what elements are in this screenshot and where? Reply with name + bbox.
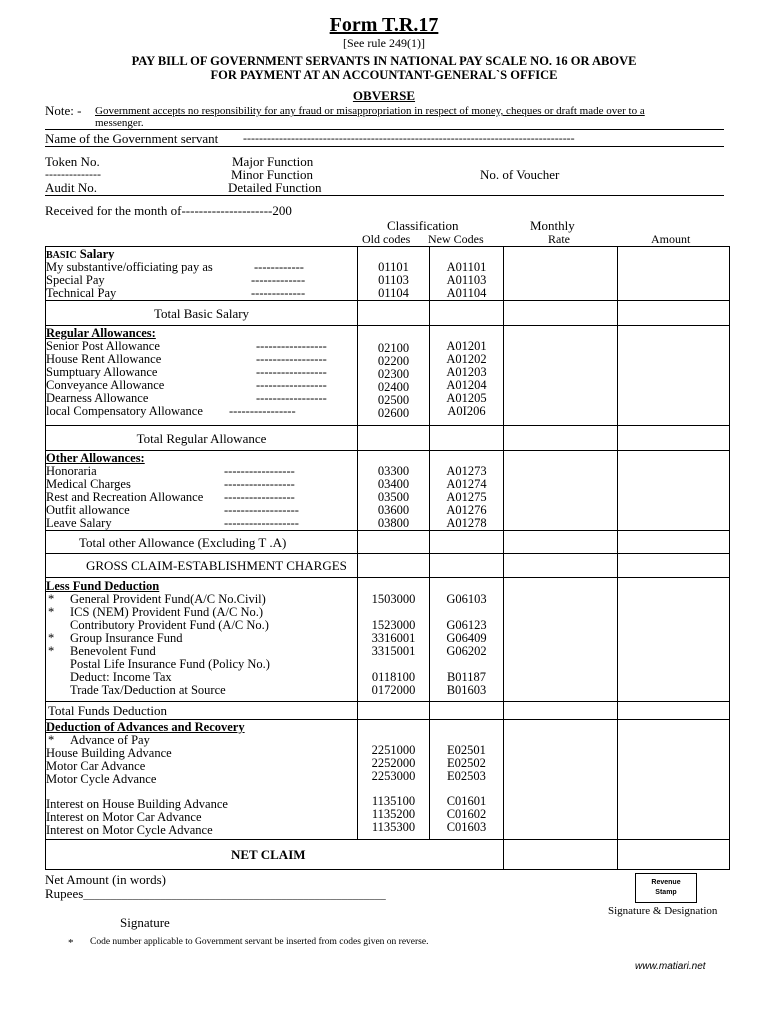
rate-cell[interactable] [504, 326, 618, 426]
note-text-1: Government accepts no responsibility for any fraud or misappropriation in respect of money, cheques or draft made over to a [95, 105, 645, 117]
amount-cell[interactable] [618, 531, 730, 554]
new-code: A01104 [446, 286, 487, 300]
signature-designation-label: Signature & Designation [608, 905, 718, 917]
list-item: Deduct: Income Tax [70, 670, 172, 684]
new-code: A01274 [446, 477, 487, 491]
amount-cell[interactable] [618, 720, 730, 840]
amount-header: Amount [651, 232, 691, 246]
list-item: Technical Pay ------------- [46, 286, 306, 300]
old-code: 2253000 [371, 769, 416, 783]
rule-reference: [See rule 249(1)] [343, 36, 425, 50]
heading-line-2: FOR PAYMENT AT AN ACCOUNTANT-GENERAL`S OFFICE [210, 68, 558, 82]
total-funds-deduction: Total Funds Deduction [46, 702, 358, 720]
old-code: 3316001 [371, 631, 416, 645]
old-code: 03500 [377, 490, 410, 504]
amount-cell[interactable] [618, 702, 730, 720]
list-item: Interest on Motor Car Advance [46, 810, 202, 824]
amount-cell[interactable] [618, 554, 730, 578]
fund-deduction-heading: Less Fund Deduction [46, 579, 160, 593]
old-code: 03600 [377, 503, 410, 517]
old-code: 1135100 [371, 794, 416, 808]
amount-cell[interactable] [618, 451, 730, 531]
list-item: Trade Tax/Deduction at Source [70, 683, 226, 697]
rate-cell[interactable] [504, 554, 618, 578]
new-code: A01273 [446, 464, 487, 478]
major-function-label: Major Function [232, 154, 314, 169]
list-item: Motor Car Advance [46, 759, 146, 773]
divider [45, 129, 724, 130]
footnote-star: * [68, 937, 74, 949]
old-code: 03400 [377, 477, 410, 491]
token-no-label: Token No. [45, 154, 100, 169]
rupees-label: Rupees_______________________________________________________ [45, 886, 386, 901]
old-code: 2251000 [371, 743, 416, 757]
new-code: A01276 [446, 503, 487, 517]
list-item: House Building Advance [46, 746, 172, 760]
rate-cell[interactable] [504, 578, 618, 702]
new-code: A0I206 [447, 404, 486, 418]
old-code: 02600 [377, 406, 410, 420]
total-other-allowance: Total other Allowance (Excluding T .A) [46, 531, 358, 554]
list-item: Rest and Recreation Allowance ----------------- [46, 490, 295, 504]
list-item: Conveyance Allowance ----------------- [46, 378, 327, 392]
rate-cell[interactable] [504, 720, 618, 840]
rupees-line[interactable]: _______________________________________________________ [83, 889, 386, 901]
old-code: 03800 [377, 516, 410, 530]
new-code: C01601 [446, 794, 487, 808]
divider [45, 195, 724, 196]
advances-section [46, 720, 730, 840]
new-code: E02503 [447, 769, 486, 783]
old-code: 1135300 [371, 820, 416, 834]
total-regular-allowance: Total Regular Allowance [46, 426, 358, 451]
note-label: Note: - [45, 103, 82, 118]
new-code: E02502 [447, 756, 486, 770]
new-code: A01202 [446, 352, 487, 366]
list-item: Dearness Allowance ----------------- [46, 391, 327, 405]
stamp-text: Revenue [651, 879, 681, 886]
rate-header: Rate [548, 232, 570, 246]
new-code: A01201 [446, 339, 487, 353]
minor-function-label: Minor Function [231, 167, 313, 182]
total-basic-salary: Total Basic Salary [46, 301, 358, 326]
new-code: A01278 [446, 516, 487, 530]
list-item: Honoraria ----------------- [46, 464, 295, 478]
rate-cell[interactable] [504, 451, 618, 531]
website-link[interactable]: www.matiari.net [635, 961, 706, 972]
servant-name-dashes: ----------------------------------------------------------------------------------- [243, 131, 575, 145]
old-code: 02100 [377, 341, 410, 355]
old-code: 01101 [378, 260, 409, 274]
basic-salary-section [46, 247, 730, 301]
amount-cell[interactable] [618, 326, 730, 426]
old-code: 02300 [377, 367, 410, 381]
received-month: Received for the month of---------------------200 [45, 203, 292, 218]
list-item: * Benevolent Fund [48, 644, 156, 658]
net-amount-words-label: Net Amount (in words) [45, 872, 166, 887]
list-item: Contributory Provident Fund (A/C No.) [70, 618, 269, 632]
new-code: B01187 [446, 670, 487, 684]
new-code: G06103 [446, 592, 487, 606]
audit-no-label: Audit No. [45, 180, 97, 195]
token-dashes: -------------- [45, 167, 101, 181]
new-code: G06123 [446, 618, 487, 632]
classification-header: Classification [387, 218, 459, 233]
list-item: Special Pay ------------- [46, 273, 306, 287]
servant-name-label: Name of the Government servant [45, 131, 219, 146]
list-item: * Group Insurance Fund [48, 631, 183, 645]
new-code: A01203 [446, 365, 487, 379]
rate-cell[interactable] [504, 247, 618, 301]
old-code: 1503000 [371, 592, 416, 606]
list-item: Interest on Motor Cycle Advance [46, 823, 213, 837]
divider [45, 146, 724, 147]
list-item: local Compensatory Allowance ---------------- [46, 404, 296, 418]
old-code: 02400 [377, 380, 410, 394]
new-code: C01602 [446, 807, 487, 821]
note-text-2: messenger. [95, 117, 144, 129]
old-codes-header: Old codes [362, 232, 411, 246]
signature-label: Signature [120, 915, 170, 930]
footnote-text: Code number applicable to Government servant be inserted from codes given on reverse. [90, 937, 429, 947]
list-item: * General Provident Fund(A/C No.Civil) [48, 592, 266, 606]
list-item: * Advance of Pay [48, 733, 150, 747]
old-code: 2252000 [371, 756, 416, 770]
heading-line-1: PAY BILL OF GOVERNMENT SERVANTS IN NATIONAL PAY SCALE NO. 16 OR ABOVE [131, 54, 637, 68]
obverse-label: OBVERSE [352, 88, 416, 103]
list-item: Outfit allowance ------------------ [46, 503, 299, 517]
old-code: 01103 [378, 273, 409, 287]
new-code: A01101 [446, 260, 487, 274]
advances-heading: Deduction of Advances and Recovery [46, 720, 245, 734]
list-item: My substantive/officiating pay as ------------ [46, 260, 304, 274]
list-item: Interest on House Building Advance [46, 797, 228, 811]
amount-cell[interactable] [618, 247, 730, 301]
old-code: 0172000 [371, 683, 416, 697]
old-code: 1135200 [371, 807, 416, 821]
new-code: A01204 [446, 378, 487, 392]
new-code: A01205 [446, 391, 487, 405]
voucher-label: No. of Voucher [480, 167, 560, 182]
new-code: B01603 [446, 683, 487, 697]
old-code: 01104 [378, 286, 409, 300]
new-code: G06409 [446, 631, 487, 645]
list-item: * ICS (NEM) Provident Fund (A/C No.) [48, 605, 264, 619]
old-code: 1523000 [371, 618, 416, 632]
amount-cell[interactable] [618, 578, 730, 702]
pay-bill-table [45, 246, 730, 870]
list-item: Senior Post Allowance ----------------- [46, 339, 327, 353]
new-code: A01275 [446, 490, 487, 504]
rate-cell[interactable] [504, 531, 618, 554]
list-item: Medical Charges ----------------- [46, 477, 295, 491]
basic-salary-heading: BASIC Salary [46, 247, 115, 261]
rate-cell[interactable] [504, 702, 618, 720]
list-item: Leave Salary ------------------ [46, 516, 299, 530]
new-code: E02501 [447, 743, 486, 757]
fund-deduction-section [46, 578, 730, 702]
rate-cell[interactable] [504, 301, 618, 326]
detailed-function-label: Detailed Function [228, 180, 322, 195]
old-code: 02200 [377, 354, 410, 368]
new-codes-header: New Codes [428, 232, 484, 246]
amount-cell[interactable] [618, 840, 730, 870]
rate-cell[interactable] [504, 840, 618, 870]
form-title: Form T.R.17 [329, 14, 439, 36]
regular-allowances-heading: Regular Allowances: [46, 326, 156, 340]
new-code: A01103 [446, 273, 487, 287]
amount-cell[interactable] [618, 301, 730, 326]
rate-cell[interactable] [504, 426, 618, 451]
list-item: Motor Cycle Advance [46, 772, 157, 786]
stamp-text: Stamp [655, 889, 677, 896]
list-item: House Rent Allowance ----------------- [46, 352, 327, 366]
revenue-stamp-box [635, 873, 697, 903]
list-item: Sumptuary Allowance ----------------- [46, 365, 327, 379]
other-allowances-heading: Other Allowances: [46, 451, 145, 465]
monthly-header: Monthly [530, 218, 575, 233]
old-code: 0118100 [371, 670, 416, 684]
old-code: 02500 [377, 393, 410, 407]
net-claim: NET CLAIM [46, 840, 504, 870]
regular-allowances-section [46, 326, 730, 426]
amount-cell[interactable] [618, 426, 730, 451]
new-code: C01603 [446, 820, 487, 834]
gross-claim: GROSS CLAIM-ESTABLISHMENT CHARGES [46, 554, 358, 578]
list-item: Postal Life Insurance Fund (Policy No.) [70, 657, 270, 671]
old-code: 03300 [377, 464, 410, 478]
old-code: 3315001 [371, 644, 416, 658]
other-allowances-section [46, 451, 730, 531]
new-code: G06202 [446, 644, 487, 658]
